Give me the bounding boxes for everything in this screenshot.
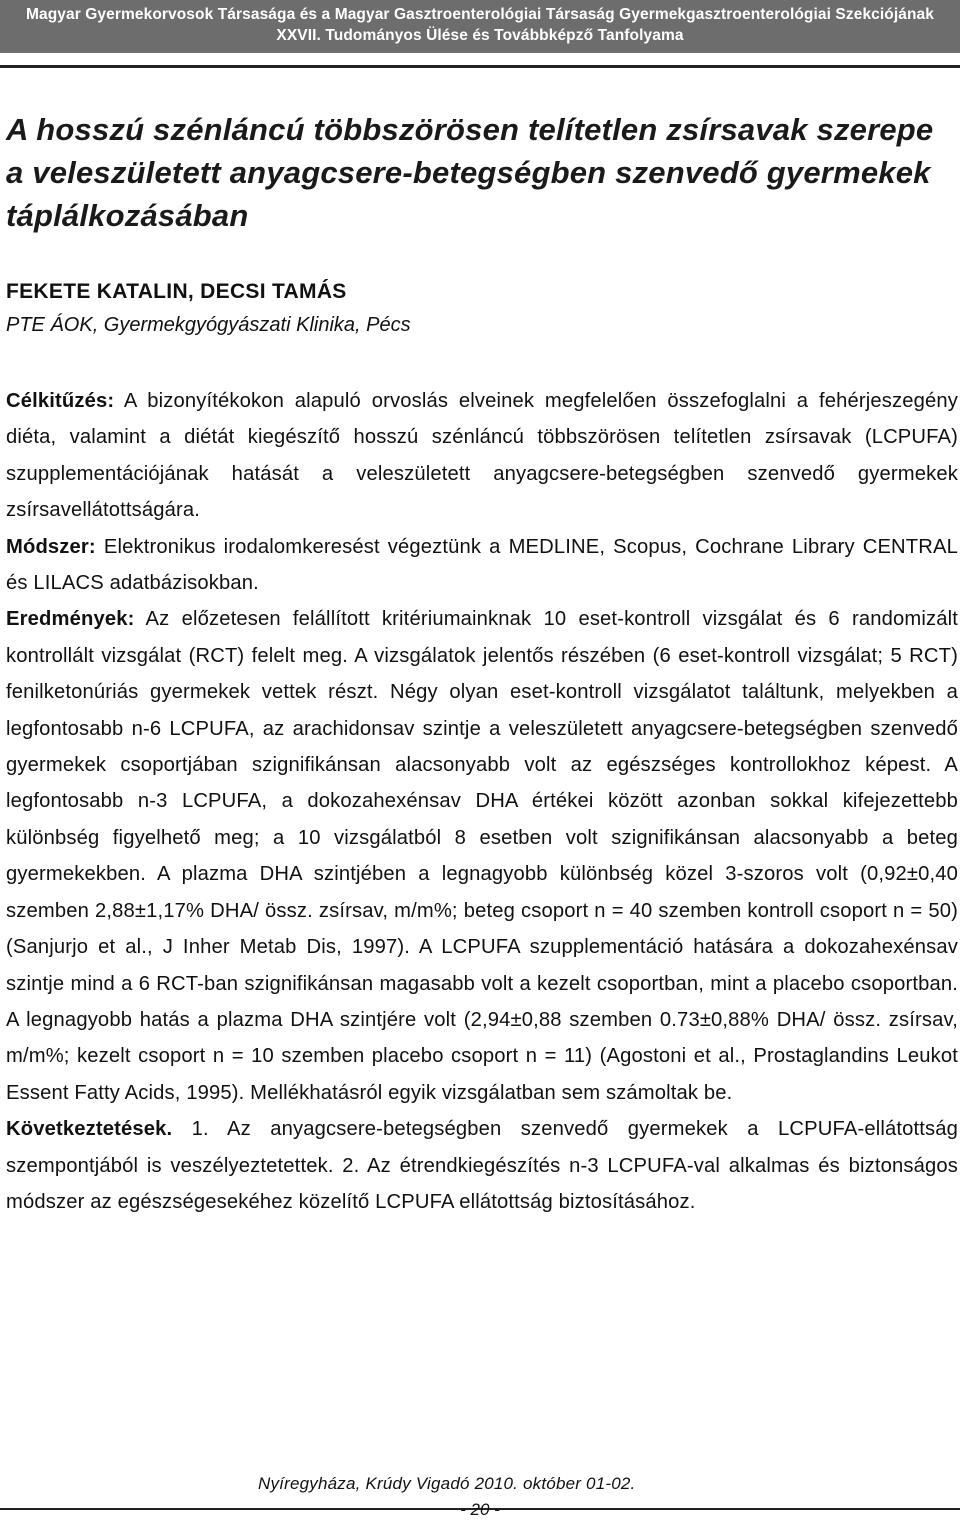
method-text: Elektronikus irodalomkeresést végeztünk a MEDLINE, Scopus, Cochrane Library CENTRAL és LILACS adatbázisokban. — [6, 535, 958, 595]
footer-venue: Nyíregyháza, Krúdy Vigadó 2010. október 01-02. — [258, 1474, 636, 1493]
header-divider — [0, 65, 960, 68]
results-label: Eredmények: — [6, 608, 135, 631]
abstract-results — [6, 601, 958, 1111]
abstract-method — [6, 529, 958, 602]
results-text: Az előzetesen felállított kritériumainknak 10 eset-kontroll vizsgálat és 6 randomizált kontrollált vizsgálat (RCT) felelt meg. A vizsgálatok jelentős részében (6 eset-kontroll vizsgálat; 5 RCT) fenilketonúriás gyermekek vettek részt. Négy olyan eset-kontroll vizsgálatot találtunk, melyekben a legfontosabb n-6 LCPUFA, az arachidonsav szintje a veleszületett anyagcsere-betegségben szenvedő gyermekek csoportjában szignifikánsan alacsonyabb volt az egészséges kontrollokhoz képest. A legfontosabb n-3 LCPUFA, a dokozahexénsav DHA értékei között azonban sokkal kifejezettebb különbség figyelhető meg; a 10 vizsgálatból 8 esetben volt szignifikánsan alacsonyabb a beteg gyermekekben. A plazma DHA szintjében a legnagyobb különbség közel 3-szoros volt (0,92±0,40 szemben 2,88±1,17% DHA/ össz. zsírsav, m/m%; beteg csoport n = 40 szemben kontroll csoport n = 50) (Sanjurjo et al., J Inher Metab Dis, 1997). A LCPUFA szupplementáció hatására a dokozahexénsav szintje mind a 6 RCT-ban szignifikánsan magasabb volt a kezelt csoportban, mint a placebo csoportban. A legnagyobb hatás a plazma DHA szintjére volt (2,94±0,88 szemben 0.73±0,88% DHA/ össz. zsírsav, m/m%; kezelt csoport n = 10 szemben placebo csoport n = 11) (Agostoni et al., Prostaglandins Leukot Essent Fatty Acids, 1995). Mellékhatásról egyik vizsgálatban sem számoltak be. — [6, 608, 958, 1104]
page-number: - 20 - — [460, 1500, 500, 1519]
aim-label: Célkitűzés: — [6, 390, 115, 412]
article-affiliation: PTE ÁOK, Gyermekgyógyászati Klinika, Pécs — [6, 314, 411, 336]
method-label: Módszer: — [6, 535, 96, 558]
article-title: A hosszú szénláncú többszörösen telítetlen zsírsavak szerepe a veleszületett anyagcsere-betegségben szenvedő gyermekek táplálkozásában — [6, 112, 934, 233]
abstract-conclusion — [6, 1111, 958, 1220]
conclusion-text: 1. Az anyagcsere-betegségben szenvedő gyermekek a LCPUFA-ellátottság szempontjából is veszélyeztetettek. 2. Az étrendkiegészítés n-3 LCPUFA-val alkalmas és biztonságos módszer az egészségesekéhez közelítő LCPUFA ellátottság biztosításához. — [6, 1118, 958, 1213]
conclusion-label: Következtetések. — [6, 1118, 173, 1141]
conference-header-line1: Magyar Gyermekorvosok Társasága és a Magyar Gasztroenterológiai Társaság Gyermekgasztroenterológiai Szekciójának — [25, 6, 934, 23]
article-authors: FEKETE KATALIN, DECSI TAMÁS — [6, 280, 347, 303]
conference-header — [0, 0, 960, 53]
aim-text: A bizonyítékokon alapuló orvoslás elveinek megfelelően összefoglalni a fehérjeszegény diéta, valamint a diétát kiegészítő hosszú szénláncú többszörösen telítetlen zsírsavak (LCPUFA) szupplementációjának hatását a veleszületett anyagcsere-betegségben szenvedő gyermekek zsírsavellátottságára. — [6, 390, 958, 522]
conference-header-line2: XXVII. Tudományos Ülése és Továbbképző Tanfolyama — [276, 27, 684, 44]
abstract-body — [6, 383, 958, 1220]
abstract-aim — [6, 383, 958, 529]
